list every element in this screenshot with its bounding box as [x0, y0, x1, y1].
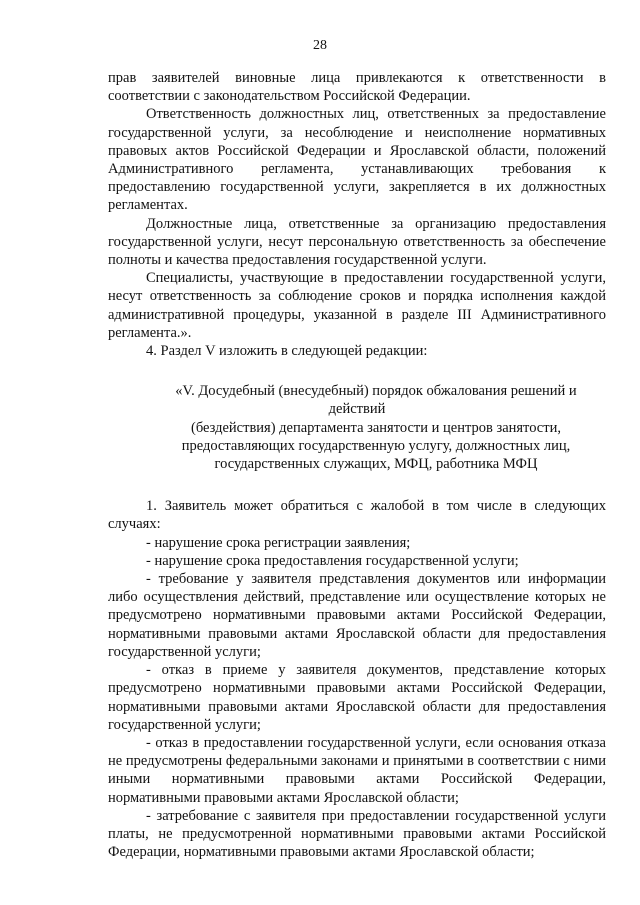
list-item: - отказ в предоставлении государственной услуги, если основания отказа не предусмотрены федеральными законами и принятыми в соответствии с ними иными нормативными правовыми актами Российской Федерации, нормативными правовыми актами Ярославской области; [108, 734, 606, 806]
paragraph: 4. Раздел V изложить в следующей редакции: [146, 343, 428, 360]
document-body [108, 69, 606, 861]
paragraph: 1. Заявитель может обратиться с жалобой в том числе в следующих случаях: [108, 498, 606, 533]
page-number: 28 [313, 38, 327, 53]
section-heading-line: предоставляющих государственную услугу, должностных лиц, [181, 437, 571, 454]
list-item: - требование у заявителя представления документов или информации либо осуществления действий, представление или осуществление которых не предусмотрено нормативными правовыми актами Российской Федерации, нормативными правовыми актами Ярославской области для предоставления государственной услуги; [108, 571, 606, 660]
list-item: - нарушение срока регистрации заявления; [146, 534, 411, 551]
section-heading [108, 382, 606, 473]
paragraph: Должностные лица, ответственные за организацию предоставления государственной услуги, несут персональную ответственность за обеспечение полноты и качества предоставления государственной услуги. [108, 215, 606, 269]
section-heading-line: (бездействия) департамента занятости и центров занятости, [191, 419, 561, 436]
paragraph: прав заявителей виновные лица привлекаются к ответственности в соответствии с законодательством Российской Федерации. [108, 70, 606, 105]
section-heading-line: «V. Досудебный (внесудебный) порядок обжалования решений и действий [175, 383, 577, 418]
list-item: - затребование с заявителя при предоставлении государственной услуги платы, не предусмотренной нормативными правовыми актами Российской Федерации, нормативными правовыми актами Ярославской области; [108, 807, 606, 861]
section-heading-line: государственных служащих, МФЦ, работника МФЦ [214, 456, 538, 473]
list-item: - нарушение срока предоставления государственной услуги; [146, 552, 519, 569]
list-item: - отказ в приеме у заявителя документов, представление которых предусмотрено нормативными правовыми актами Российской Федерации, нормативными правовыми актами Ярославской области для предоставления государственной услуги; [108, 662, 606, 733]
paragraph: Ответственность должностных лиц, ответственных за предоставление государственной услуги, за несоблюдение и неисполнение нормативных правовых актов Российской Федерации и Ярославской области, положений Административного регламента, устанавливающих требования к предоставлению государственной услуги, закрепляется в их должностных регламентах. [108, 106, 606, 214]
paragraph: Специалисты, участвующие в предоставлении государственной услуги, несут ответственность за соблюдение сроков и порядка исполнения каждой административной процедуры, указанной в разделе III Административного регламента.». [108, 270, 606, 341]
